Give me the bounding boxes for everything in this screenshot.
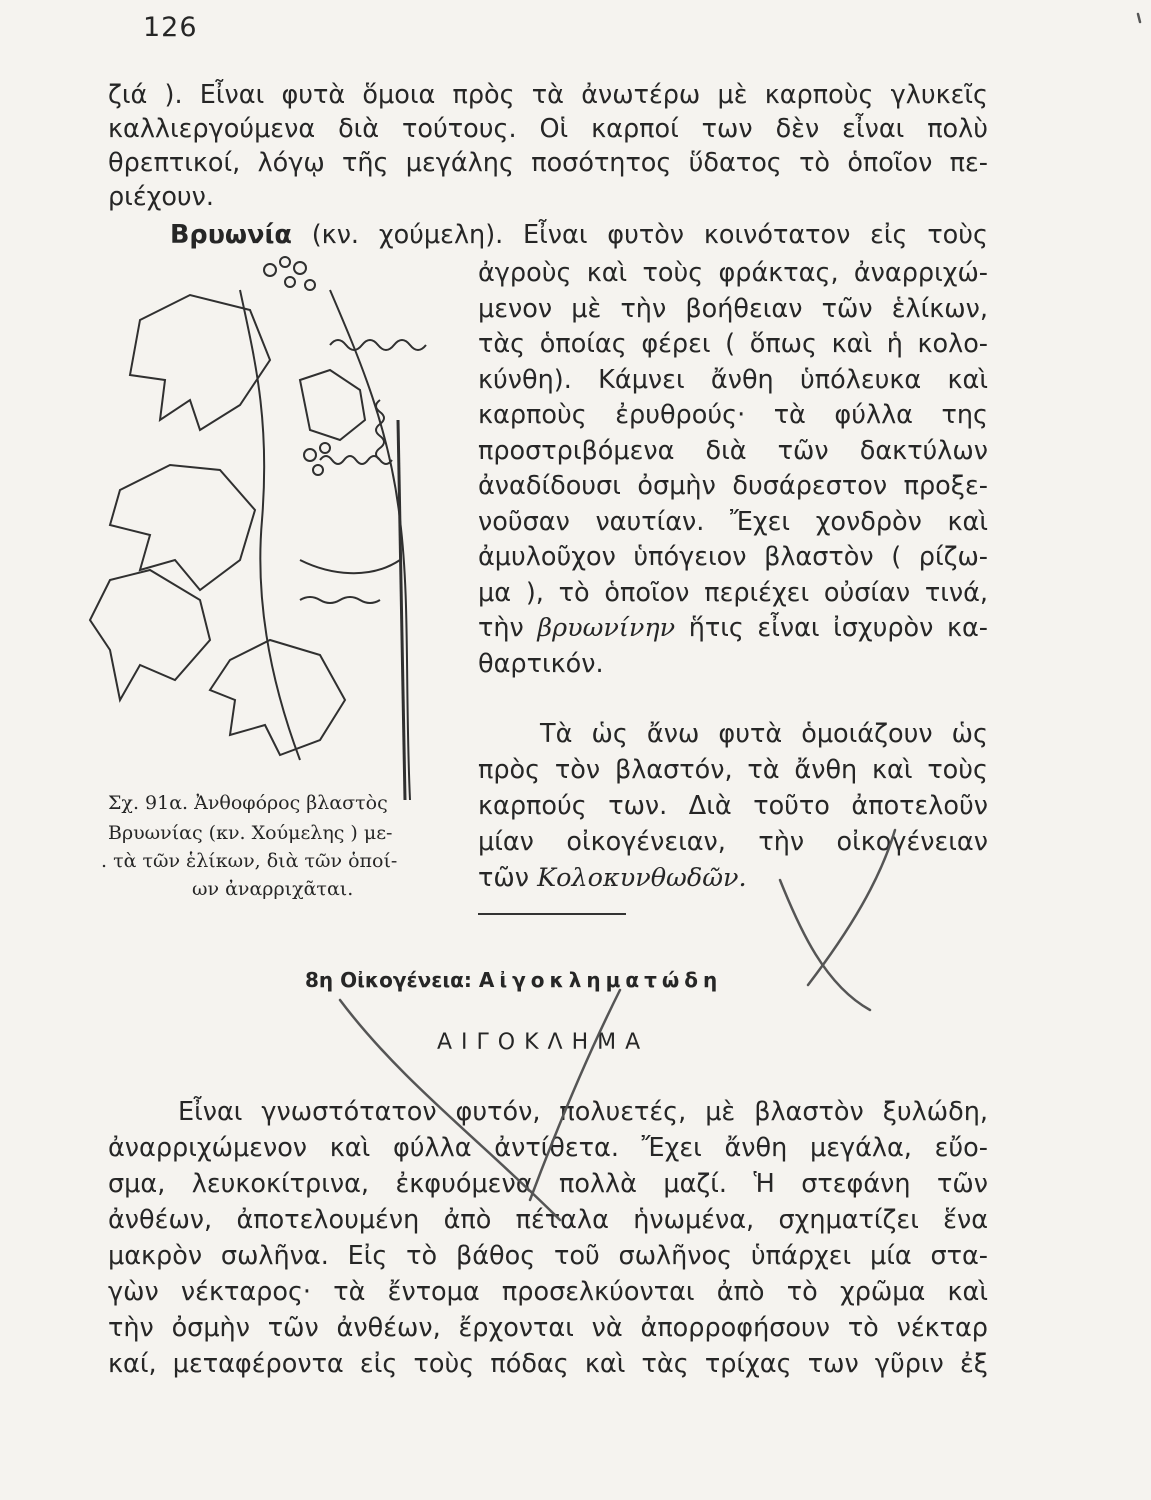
body-line: γὼν νέκταρος· τὰ ἔντομα προσελκύονται ἀπὸ τὸ χρῶμα καὶ (108, 1277, 988, 1307)
text-fragment: : (463, 968, 479, 992)
text-fragment: 8η (305, 968, 341, 992)
family-line: Τὰ ὡς ἄνω φυτὰ ὁμοιάζουν ὡς (540, 719, 988, 749)
family-line: καρπούς των. Διὰ τοῦτο ἀποτελοῦν (478, 791, 988, 821)
side-line: τὰς ὁποίας φέρει ( ὅπως καὶ ἡ κολο- (478, 329, 988, 359)
figure-caption-line: Βρυωνίας (κν. Χούμελης ) με- (108, 822, 393, 844)
text-fragment: τῶν (478, 863, 538, 893)
side-line: καρποὺς ἐρυθρούς· τὰ φύλλα της (478, 400, 988, 430)
body-line: Εἶναι γνωστότατον φυτόν, πολυετές, μὲ βλαστὸν ξυλώδη, (178, 1097, 988, 1127)
text-fragment: ἥτις εἶναι ἰσχυρὸν κα- (675, 613, 988, 643)
side-line: ἀγροὺς καὶ τοὺς φράκτας, ἀναρριχώ- (478, 258, 988, 288)
body-line: ἀναρριχώμενον καὶ φύλλα ἀντίθετα. Ἔχει ἄνθη μεγάλα, εὔο- (108, 1133, 988, 1163)
side-line: μα ), τὸ ὁποῖον περιέχει οὐσίαν τινά, (478, 578, 988, 608)
side-line: κύνθη). Κάμνει ἄνθη ὑπόλευκα καὶ (478, 365, 988, 395)
body-line: ἀνθέων, ἀποτελουμένη ἀπὸ πέταλα ἡνωμένα, σχηματίζει ἕνα (108, 1205, 988, 1235)
plant-heading: ΑΙΓΟΚΛΗΜΑ (437, 1030, 650, 1055)
body-line: μακρὸν σωλῆνα. Εἰς τὸ βάθος τοῦ σωλῆνος ὑπάρχει μία στα- (108, 1241, 988, 1271)
family-line: πρὸς τὸν βλαστόν, τὰ ἄνθη καὶ τοὺς (478, 755, 988, 785)
figure-caption-line: Σχ. 91α. Ἀνθοφόρος βλαστὸς (108, 792, 388, 814)
body-line: τὴν ὀσμὴν τῶν ἀνθέων, ἔρχονται νὰ ἀπορροφήσουν τὸ νέκταρ (108, 1313, 988, 1343)
family-line: μίαν οἰκογένειαν, τὴν οἰκογένειαν (478, 827, 988, 857)
bryonia-term: Βρυωνία (170, 220, 292, 250)
family-name-term: Κολοκυνθωδῶν. (537, 863, 747, 893)
side-line: προστριβόμενα διὰ τῶν δακτύλων (478, 436, 988, 466)
body-line: ριέχουν. (108, 182, 215, 212)
figure-caption-line: . τὰ τῶν ἑλίκων, διὰ τῶν ὁποί- (101, 850, 398, 872)
side-line: θαρτικόν. (478, 649, 604, 679)
bryonia-text: (κν. χούμελη). Εἶναι φυτὸν κοινότατον εἰς τοὺς (291, 220, 988, 250)
body-line: θρεπτικοί, λόγῳ τῆς μεγάλης ποσότητος ὕδατος τὸ ὁποῖον πε- (108, 148, 988, 178)
page-number: 126 (143, 12, 198, 43)
body-line: καί, μεταφέροντα εἰς τοὺς πόδας καὶ τὰς τρίχας των γῦριν ἐξ (108, 1349, 988, 1379)
side-line: μενον μὲ τὴν βοήθειαν τῶν ἑλίκων, (478, 294, 988, 324)
body-line: σμα, λευκοκίτρινα, ἐκφυόμενα πολλὰ μαζί. Ἡ στεφάνη τῶν (108, 1169, 988, 1199)
body-line: καλλιεργούμενα διὰ τούτους. Οἱ καρποί των δὲν εἶναι πολὺ (108, 114, 988, 144)
figure-caption-line: ων ἀναρριχᾶται. (192, 878, 354, 900)
text-fragment: Οἰκογένεια (340, 968, 464, 992)
side-line: ἀμυλοῦχον ὑπόγειον βλαστὸν ( ρίζω- (478, 542, 988, 572)
text-fragment: τὴν (478, 613, 538, 643)
side-line: ἀναδίδουσι ὀσμὴν δυσάρεστον προξε- (478, 471, 988, 501)
side-line: νοῦσαν ναυτίαν. Ἔχει χονδρὸν καὶ (478, 507, 988, 537)
text-fragment: Αἰγοκληματώδη (478, 968, 723, 992)
body-line: ζιά ). Εἶναι φυτὰ ὅμοια πρὸς τὰ ἀνωτέρω μὲ καρποὺς γλυκεῖς (108, 80, 988, 110)
bryonine-term: βρυωνίνην (537, 613, 676, 643)
